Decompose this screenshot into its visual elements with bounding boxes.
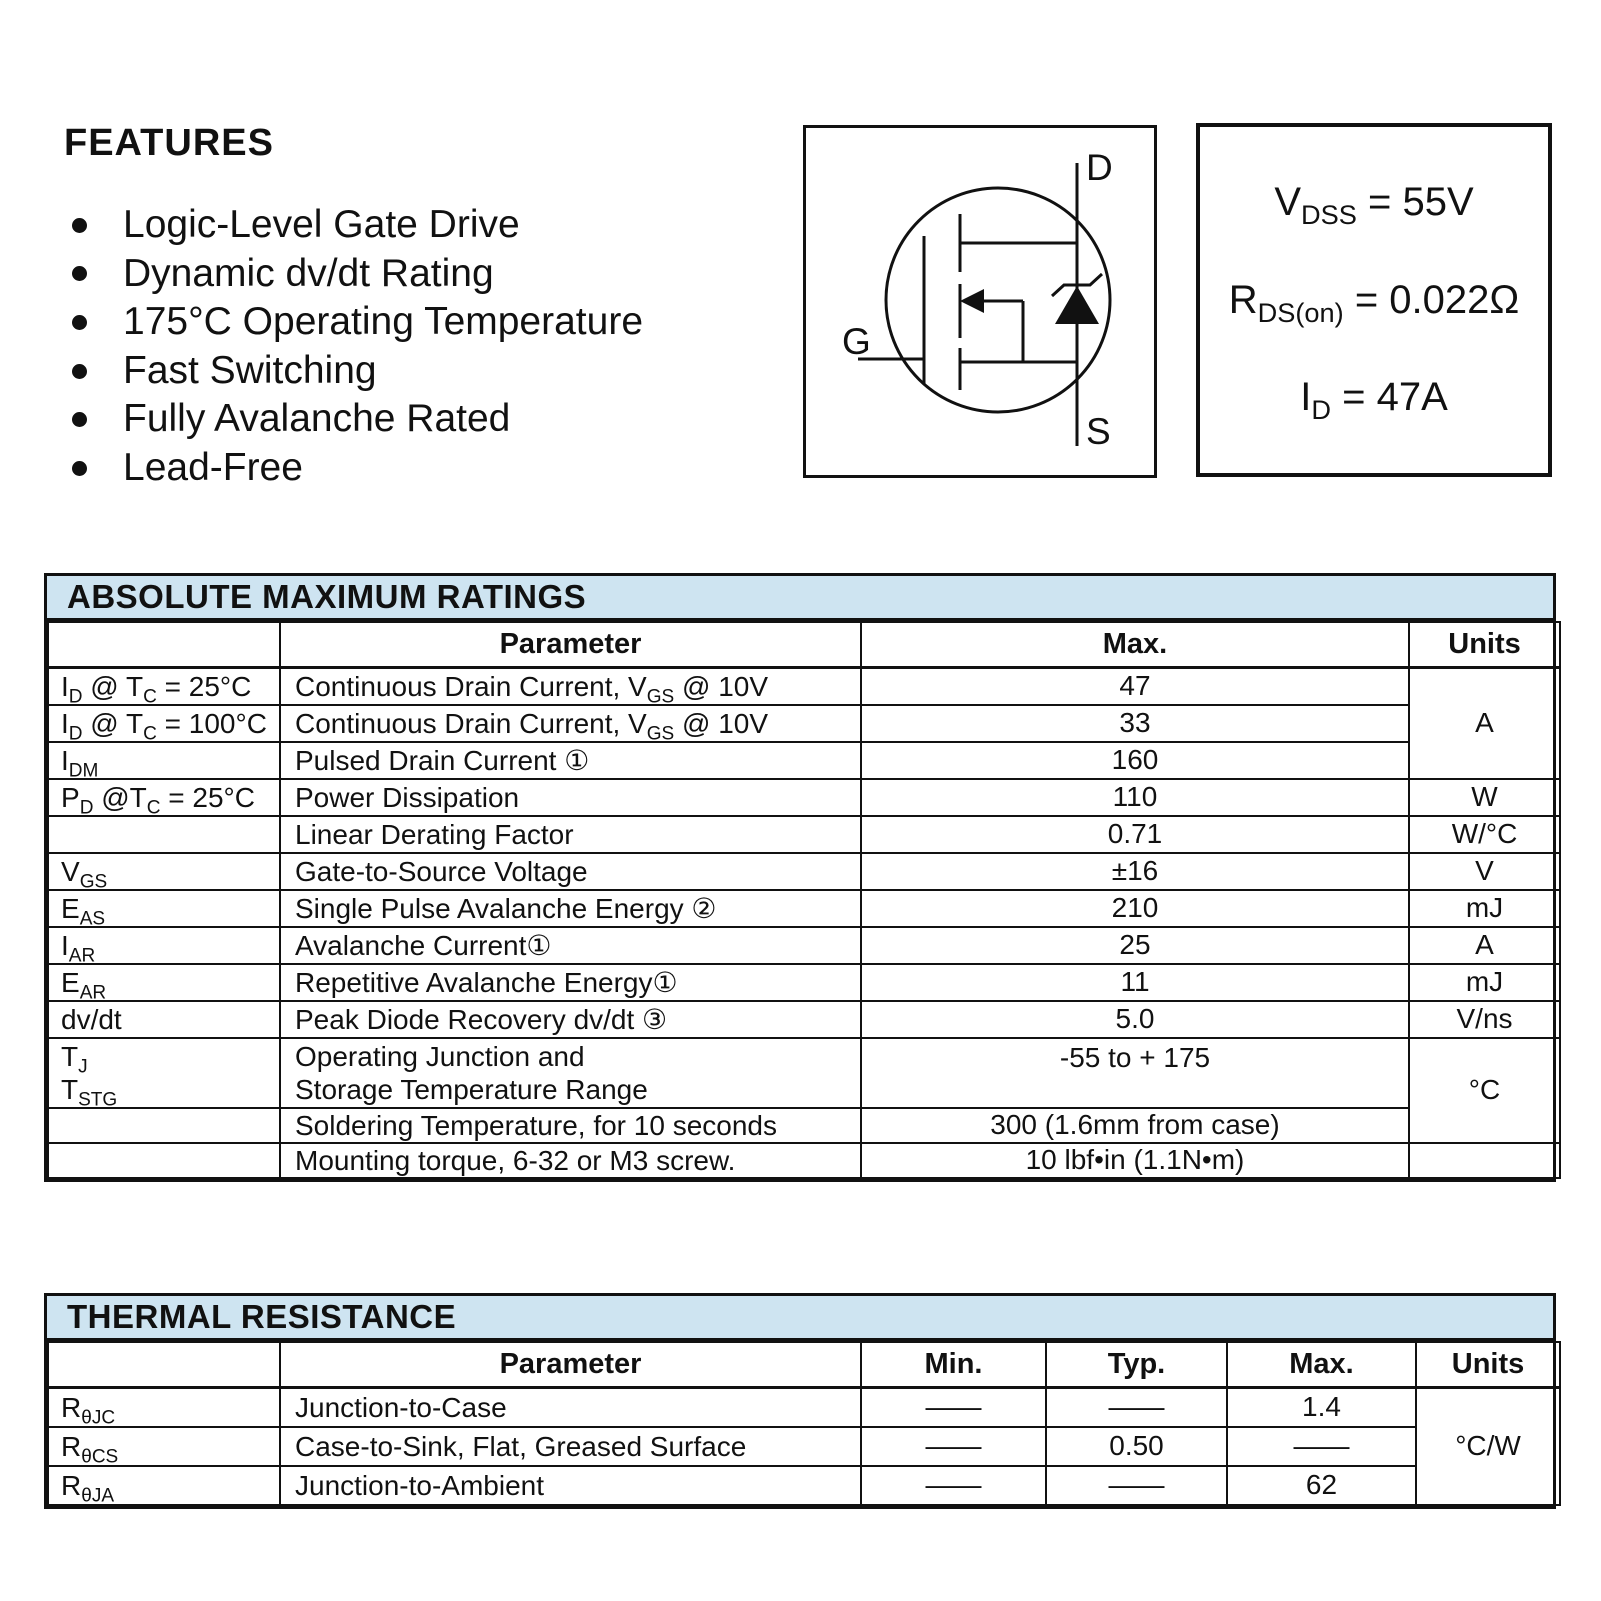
table-row bbox=[48, 964, 1560, 1001]
parameter-cell: Operating Junction and Storage Temperature Range bbox=[280, 1038, 861, 1108]
symbol-cell: $T_J$ $T_{STG}$ bbox=[48, 1038, 280, 1108]
feature-text: Dynamic dv/dt Rating bbox=[123, 251, 494, 295]
body-diode-icon bbox=[1055, 286, 1099, 324]
table-row bbox=[48, 1427, 1560, 1466]
symbol-cell: $E_{AR}$ bbox=[48, 964, 280, 1001]
symbol-cell: $I_{DM}$ bbox=[48, 742, 280, 779]
bullet-icon bbox=[72, 412, 87, 427]
units-cell: A bbox=[1409, 927, 1560, 964]
bullet-icon bbox=[72, 315, 87, 330]
table-row bbox=[48, 927, 1560, 964]
feature-item bbox=[64, 201, 643, 250]
abs-max-title: ABSOLUTE MAXIMUM RATINGS bbox=[47, 576, 1553, 621]
parameter-header: Parameter bbox=[280, 622, 861, 668]
parameter-cell: Power Dissipation bbox=[280, 779, 861, 816]
max-cell: 33 bbox=[861, 705, 1409, 742]
max-cell: 160 bbox=[861, 742, 1409, 779]
table-row bbox=[48, 1108, 1560, 1143]
parameter-cell: Peak Diode Recovery dv/dt ③ bbox=[280, 1001, 861, 1038]
parameter-cell: Junction-to-Ambient bbox=[280, 1466, 861, 1505]
table-row bbox=[48, 890, 1560, 927]
parameter-cell: Avalanche Current① bbox=[280, 927, 861, 964]
min-cell: —— bbox=[861, 1388, 1046, 1427]
symbol-cell: $R_{\theta CS}$ bbox=[48, 1427, 280, 1466]
symbol-cell: $I_D$ @ $T_C = 25^\circ C$ bbox=[48, 668, 280, 705]
table-row bbox=[48, 742, 1560, 779]
parameter-header: Parameter bbox=[280, 1342, 861, 1388]
mosfet-symbol-icon bbox=[806, 128, 1154, 475]
max-cell: 0.71 bbox=[861, 816, 1409, 853]
max-header: Max. bbox=[861, 622, 1409, 668]
typ-cell: 0.50 bbox=[1046, 1427, 1227, 1466]
parameter-cell: Case-to-Sink, Flat, Greased Surface bbox=[280, 1427, 861, 1466]
symbol-cell: $V_{GS}$ bbox=[48, 853, 280, 890]
parameter-cell: Single Pulse Avalanche Energy ② bbox=[280, 890, 861, 927]
table-row bbox=[48, 816, 1560, 853]
min-header: Min. bbox=[861, 1342, 1046, 1388]
header-row bbox=[48, 622, 1560, 668]
max-cell: 10 lbf•in (1.1N•m) bbox=[861, 1143, 1409, 1178]
units-cell: mJ bbox=[1409, 890, 1560, 927]
table-row bbox=[48, 705, 1560, 742]
features-section bbox=[64, 122, 643, 493]
abs-max-table bbox=[47, 621, 1561, 1179]
spec-id: $I_D = 47A$ bbox=[1300, 375, 1448, 426]
feature-item bbox=[64, 298, 643, 347]
table-row bbox=[48, 1388, 1560, 1427]
max-cell: -55 to + 175 bbox=[861, 1038, 1409, 1108]
parameter-cell: Mounting torque, 6-32 or M3 screw. bbox=[280, 1143, 861, 1178]
symbol-cell: $I_D$ @ $T_C = 100^\circ C$ bbox=[48, 705, 280, 742]
mosfet-symbol-box bbox=[803, 125, 1157, 478]
parameter-cell: Junction-to-Case bbox=[280, 1388, 861, 1427]
spec-vdss: $V_{DSS} = 55V$ bbox=[1274, 179, 1474, 230]
feature-text: Logic-Level Gate Drive bbox=[123, 203, 520, 246]
table-row bbox=[48, 1143, 1560, 1178]
typ-header: Typ. bbox=[1046, 1342, 1227, 1388]
min-cell: —— bbox=[861, 1466, 1046, 1505]
feature-item bbox=[64, 444, 643, 493]
symbol-cell: $I_{AR}$ bbox=[48, 927, 280, 964]
absolute-maximum-ratings-section bbox=[44, 573, 1556, 1182]
units-cell: °C bbox=[1409, 1038, 1560, 1143]
features-list bbox=[64, 201, 643, 493]
min-cell: —— bbox=[861, 1427, 1046, 1466]
bullet-icon bbox=[72, 266, 87, 281]
table-row bbox=[48, 853, 1560, 890]
max-cell: 110 bbox=[861, 779, 1409, 816]
bullet-icon bbox=[72, 461, 87, 476]
feature-item bbox=[64, 347, 643, 396]
units-cell: V bbox=[1409, 853, 1560, 890]
feature-text: Fast Switching bbox=[123, 348, 377, 392]
bullet-icon bbox=[72, 364, 87, 379]
units-cell bbox=[1409, 1143, 1560, 1178]
max-cell: —— bbox=[1227, 1427, 1416, 1466]
max-cell: 25 bbox=[861, 927, 1409, 964]
units-cell: W/°C bbox=[1409, 816, 1560, 853]
symbol-cell: $E_{AS}$ bbox=[48, 890, 280, 927]
thermal-resistance-section bbox=[44, 1293, 1556, 1509]
feature-text: Fully Avalanche Rated bbox=[123, 397, 511, 441]
typ-cell: —— bbox=[1046, 1466, 1227, 1505]
max-cell: 47 bbox=[861, 668, 1409, 705]
units-header: Units bbox=[1416, 1342, 1560, 1388]
thermal-title: THERMAL RESISTANCE bbox=[47, 1296, 1553, 1341]
parameter-cell: Continuous Drain Current, $V_{GS}$ @ 10V bbox=[280, 668, 861, 705]
table-row bbox=[48, 668, 1560, 705]
max-header: Max. bbox=[1227, 1342, 1416, 1388]
drain-label: D bbox=[1086, 147, 1113, 188]
spec-rdson: $R_{DS(on)} = 0.022\Omega$ bbox=[1228, 277, 1520, 328]
units-cell: mJ bbox=[1409, 964, 1560, 1001]
symbol-cell: $R_{\theta JC}$ bbox=[48, 1388, 280, 1427]
features-heading: FEATURES bbox=[64, 122, 274, 164]
parameter-cell: Soldering Temperature, for 10 seconds bbox=[280, 1108, 861, 1143]
symbol-header bbox=[48, 1342, 280, 1388]
table-row bbox=[48, 779, 1560, 816]
units-header: Units bbox=[1409, 622, 1560, 668]
source-label: S bbox=[1086, 411, 1111, 452]
units-cell: A bbox=[1409, 668, 1560, 779]
parameter-cell: Repetitive Avalanche Energy① bbox=[280, 964, 861, 1001]
max-cell: 300 (1.6mm from case) bbox=[861, 1108, 1409, 1143]
max-cell: 1.4 bbox=[1227, 1388, 1416, 1427]
parameter-cell: Linear Derating Factor bbox=[280, 816, 861, 853]
symbol-cell: $P_D$ $@T_C = 25^\circ C$ bbox=[48, 779, 280, 816]
max-cell: ±16 bbox=[861, 853, 1409, 890]
parameter-cell: Continuous Drain Current, $V_{GS}$ @ 10V bbox=[280, 705, 861, 742]
gate-label: G bbox=[842, 321, 871, 362]
units-cell: W bbox=[1409, 779, 1560, 816]
units-cell: V/ns bbox=[1409, 1001, 1560, 1038]
header-row bbox=[48, 1342, 1560, 1388]
table-row bbox=[48, 1038, 1560, 1108]
max-cell: 210 bbox=[861, 890, 1409, 927]
feature-text: 175°C Operating Temperature bbox=[123, 300, 644, 344]
parameter-cell: Pulsed Drain Current ① bbox=[280, 742, 861, 779]
symbol-cell bbox=[48, 1108, 280, 1143]
feature-item bbox=[64, 395, 643, 444]
key-specs-box bbox=[1196, 123, 1552, 477]
symbol-cell: dv/dt bbox=[48, 1001, 280, 1038]
symbol-cell: $R_{\theta JA}$ bbox=[48, 1466, 280, 1505]
max-cell: 5.0 bbox=[861, 1001, 1409, 1038]
bullet-icon bbox=[72, 218, 87, 233]
symbol-header bbox=[48, 622, 280, 668]
parameter-cell: Gate-to-Source Voltage bbox=[280, 853, 861, 890]
max-cell: 11 bbox=[861, 964, 1409, 1001]
table-row bbox=[48, 1466, 1560, 1505]
symbol-cell bbox=[48, 816, 280, 853]
body-arrow-icon bbox=[960, 289, 984, 313]
units-cell: °C/W bbox=[1416, 1388, 1560, 1505]
typ-cell: —— bbox=[1046, 1388, 1227, 1427]
feature-text: Lead-Free bbox=[123, 445, 303, 489]
feature-item bbox=[64, 250, 643, 299]
max-cell: 62 bbox=[1227, 1466, 1416, 1505]
table-row bbox=[48, 1001, 1560, 1038]
thermal-table bbox=[47, 1341, 1561, 1506]
symbol-cell bbox=[48, 1143, 280, 1178]
